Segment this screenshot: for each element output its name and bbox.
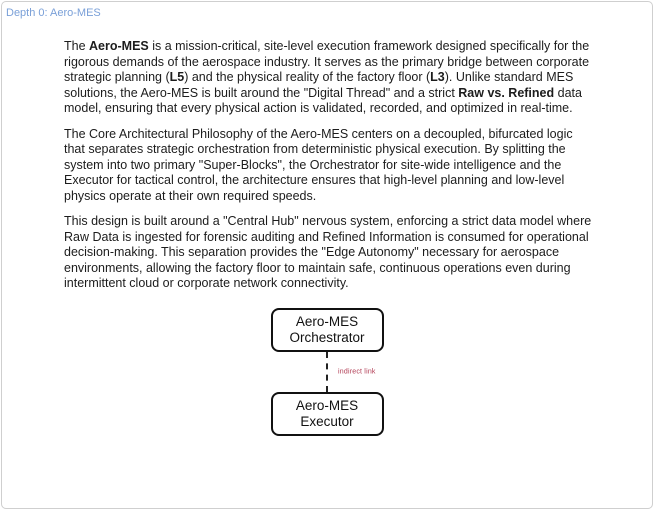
paragraph-central-hub: This design is built around a "Central Hub" nervous system, enforcing a strict data model where Raw Data is ingested for forensic auditing and Refined Information is consumed for operational decision-making. This separation provides the "Edge Autonomy" necessary for aerospace environments, allowing the factory floor to maintain safe, continuous operations even during intermittent cloud or corporate network connectivity. bbox=[64, 214, 592, 290]
paragraph-philosophy: The Core Architectural Philosophy of the Aero-MES centers on a decoupled, bifurcated logic that separates strategic orchestration from deterministic physical execution. By splitting the system into two primary "Super-Blocks", the Orchestrator for site-wide intelligence and the Executor for tactical control, the architecture ensures that high-level planning and low-level physics operate at their own required speeds. bbox=[64, 126, 573, 203]
dashed-connector-line bbox=[326, 352, 328, 392]
edge-label: indirect link bbox=[338, 368, 376, 376]
diagram-node-orchestrator[interactable] bbox=[271, 308, 384, 352]
breadcrumb[interactable]: Depth 0: Aero-MES bbox=[6, 7, 101, 19]
page bbox=[1, 1, 653, 509]
node-label-line2: Orchestrator bbox=[289, 330, 365, 345]
paragraph-intro: The Aero-MES is a mission-critical, site-level execution framework designed specifically for the rigorous demands of the aerospace industry. It serves as the primary bridge between corporate strategic planning (L5) and the physical reality of the factory floor (L3). Unlike standard MES solutions, the Aero-MES is built around the "Digital Thread" and a strict Raw vs. Refined data model, ensuring that every physical action is validated, recorded, and optimized in real-time. bbox=[64, 39, 590, 115]
node-label-line1: Aero-MES bbox=[295, 398, 359, 413]
node-label-line1: Aero-MES bbox=[295, 314, 359, 329]
diagram-node-executor[interactable] bbox=[271, 392, 384, 436]
architecture-diagram bbox=[2, 308, 652, 436]
article bbox=[64, 39, 596, 302]
node-label-line2: Executor bbox=[300, 414, 354, 429]
